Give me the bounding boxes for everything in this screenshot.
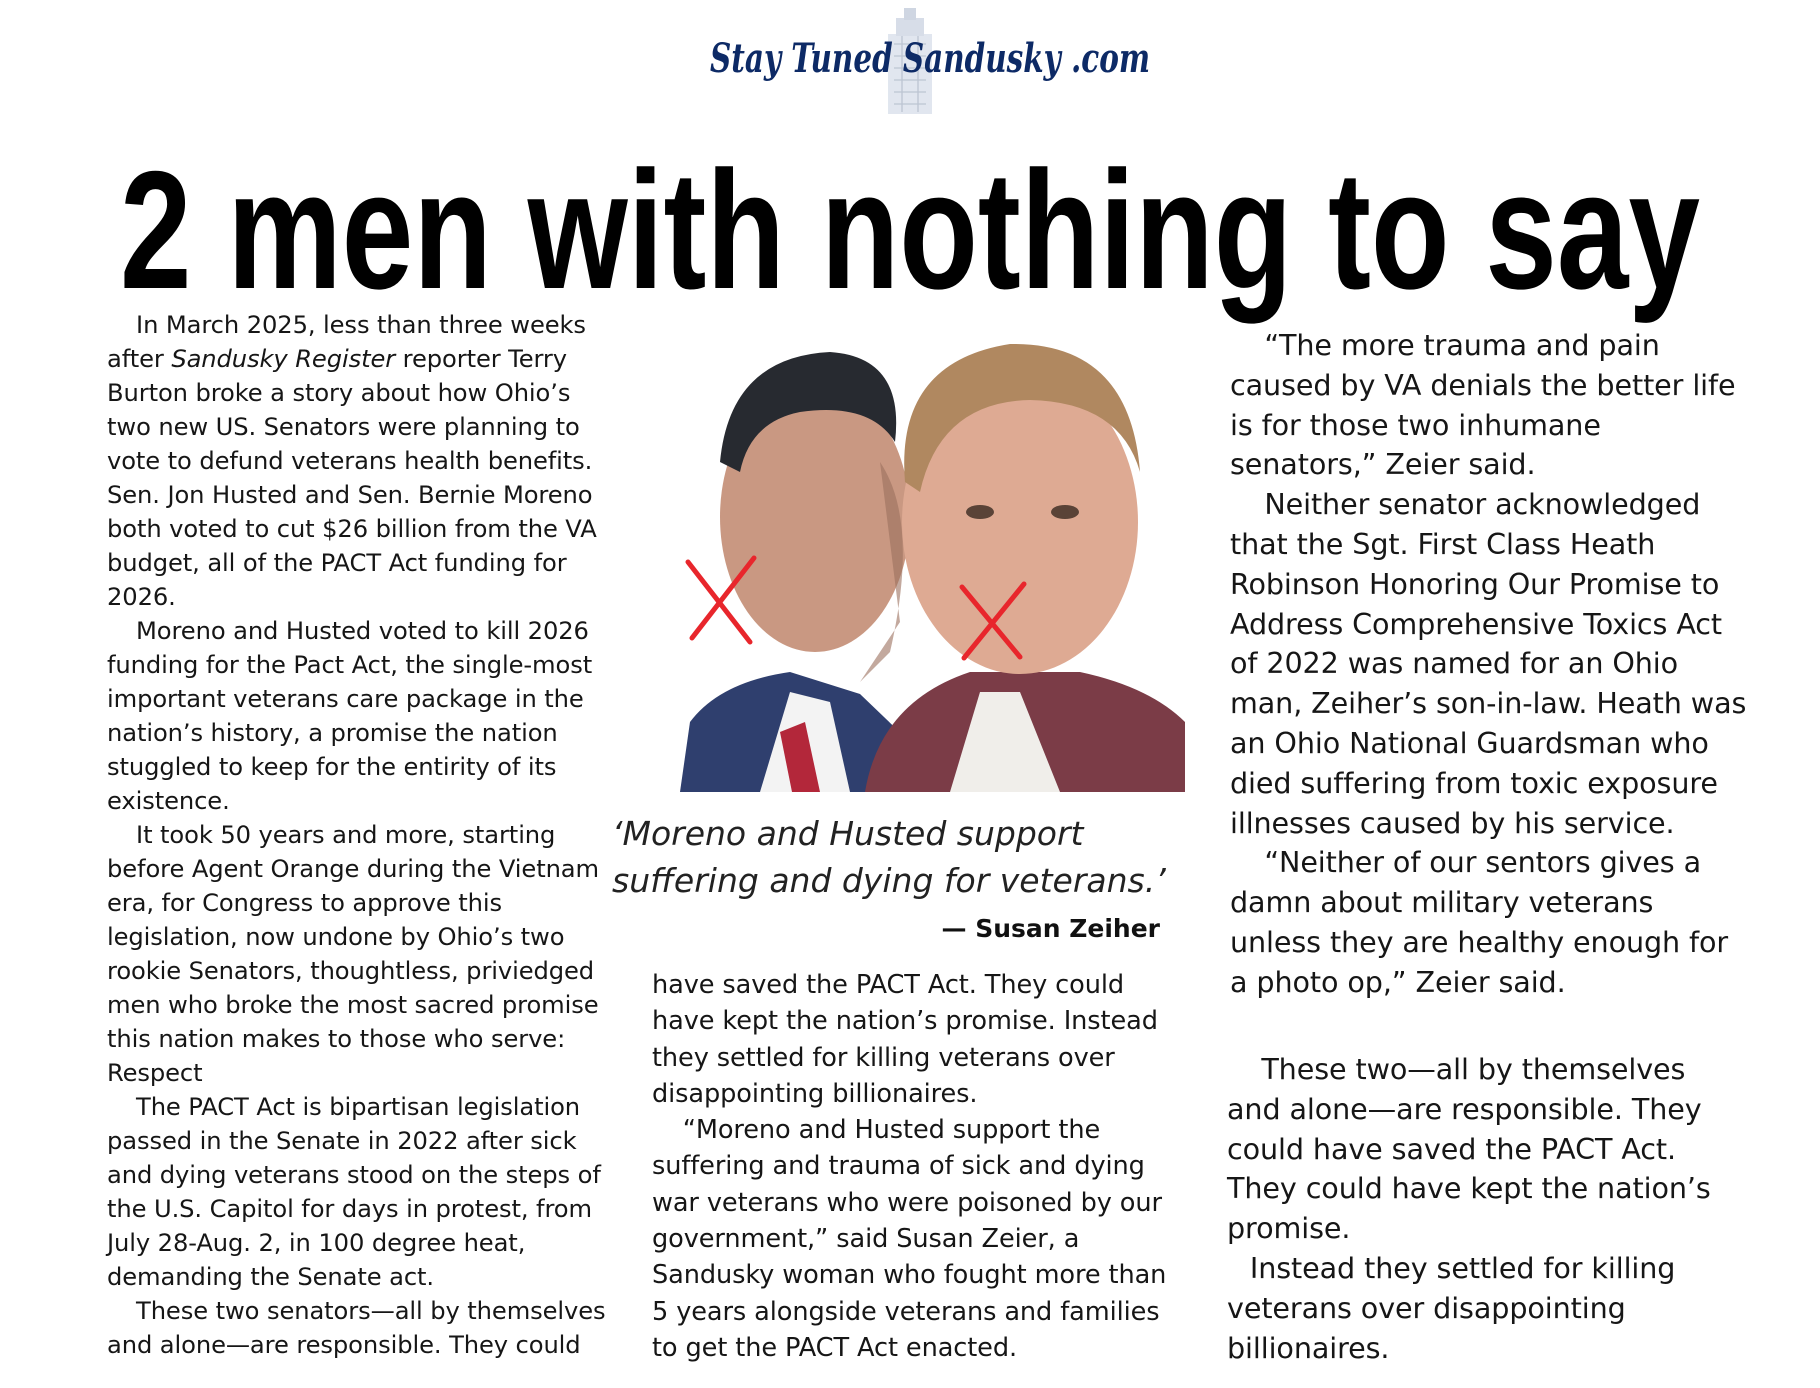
masthead-logo <box>690 4 1170 114</box>
right-man-figure <box>865 344 1185 792</box>
pull-quote: ‘Moreno and Husted support suffering and dying for veterans.’ <box>612 814 1166 900</box>
article-paragraph: Moreno and Husted voted to kill 2026 funding for the Pact Act, the single-most important veterans care package in the nation’s history, a promise the nation stuggled to keep for the entirity of its existence. <box>107 617 593 815</box>
article-paragraph: Instead they settled for killing veterans over disappointing billionaires. <box>1227 1250 1676 1365</box>
article-paragraph: These two senators—all by themselves and alone—are responsible. They could <box>107 1297 606 1359</box>
article-paragraph: Neither senator acknowledged that the Sgt. First Class Heath Robinson Honoring Our Promise to Address Comprehensive Toxics Act of 2022 was named for an Ohio man, Zeiher’s son-in-law. Heath was an Ohio National Guardsman who died suffering from toxic exposure illnesses caused by his service. <box>1230 487 1747 840</box>
article-column-middle <box>652 967 1172 1366</box>
article-paragraph: “The more trauma and pain caused by VA denials the better life is for those two inhumane senators,” Zeier said. <box>1230 328 1736 482</box>
article-column-right-continued <box>1227 1050 1747 1368</box>
publication-name: Sandusky Register <box>171 345 396 373</box>
left-man-figure <box>680 352 910 792</box>
article-paragraph: “Moreno and Husted support the suffering and trauma of sick and dying war veterans who were poisoned by our government,” said Susan Zeier, a Sandusky woman who fought more than 5 years alongside veterans and families to get the PACT Act enacted. <box>652 1115 1167 1363</box>
article-column-right <box>1230 326 1750 1003</box>
headline-container <box>0 128 1820 324</box>
headline: 2 men with nothing to say <box>120 136 1700 324</box>
senators-photo <box>680 322 1185 792</box>
article-paragraph: The PACT Act is bipartisan legislation passed in the Senate in 2022 after sick and dying veterans stood on the steps of the U.S. Capitol for days in protest, from July 28-Aug. 2, in 100 degree heat, demanding the Senate act. <box>107 1093 601 1291</box>
article-paragraph: “Neither of our sentors gives a damn about military veterans unless they are healthy enough for a photo op,” Zeier said. <box>1230 845 1729 999</box>
pull-quote-attribution: — Susan Zeiher <box>941 914 1160 943</box>
article-paragraph: These two—all by themselves and alone—are responsible. They could have saved the PACT Act. They could have kept the nation’s promise. <box>1227 1052 1711 1246</box>
article-column-left <box>107 308 617 1362</box>
article-paragraph: have saved the PACT Act. They could have kept the nation’s promise. Instead they settled for killing veterans over disappointing billionaires. <box>652 970 1158 1109</box>
paragraph-text: reporter Terry Burton broke a story about how Ohio’s two new US. Senators were planning to vote to defund veterans health benefits. Sen. Jon Husted and Sen. Bernie Moreno both voted to cut $26 billion from the VA budget, all of the PACT Act funding for 2026. <box>107 345 597 611</box>
paragraph-text: In March 2025, less than three weeks after <box>107 311 586 373</box>
article-paragraph <box>107 308 617 614</box>
logo-text: Stay Tuned Sandusky .com <box>710 35 1150 82</box>
article-paragraph: It took 50 years and more, starting before Agent Orange during the Vietnam era, for Congress to approve this legislation, now undone by Ohio’s two rookie Senators, thoughtless, priviedged men who broke the most sacred promise this nation makes to those who serve: Respect <box>107 821 599 1087</box>
